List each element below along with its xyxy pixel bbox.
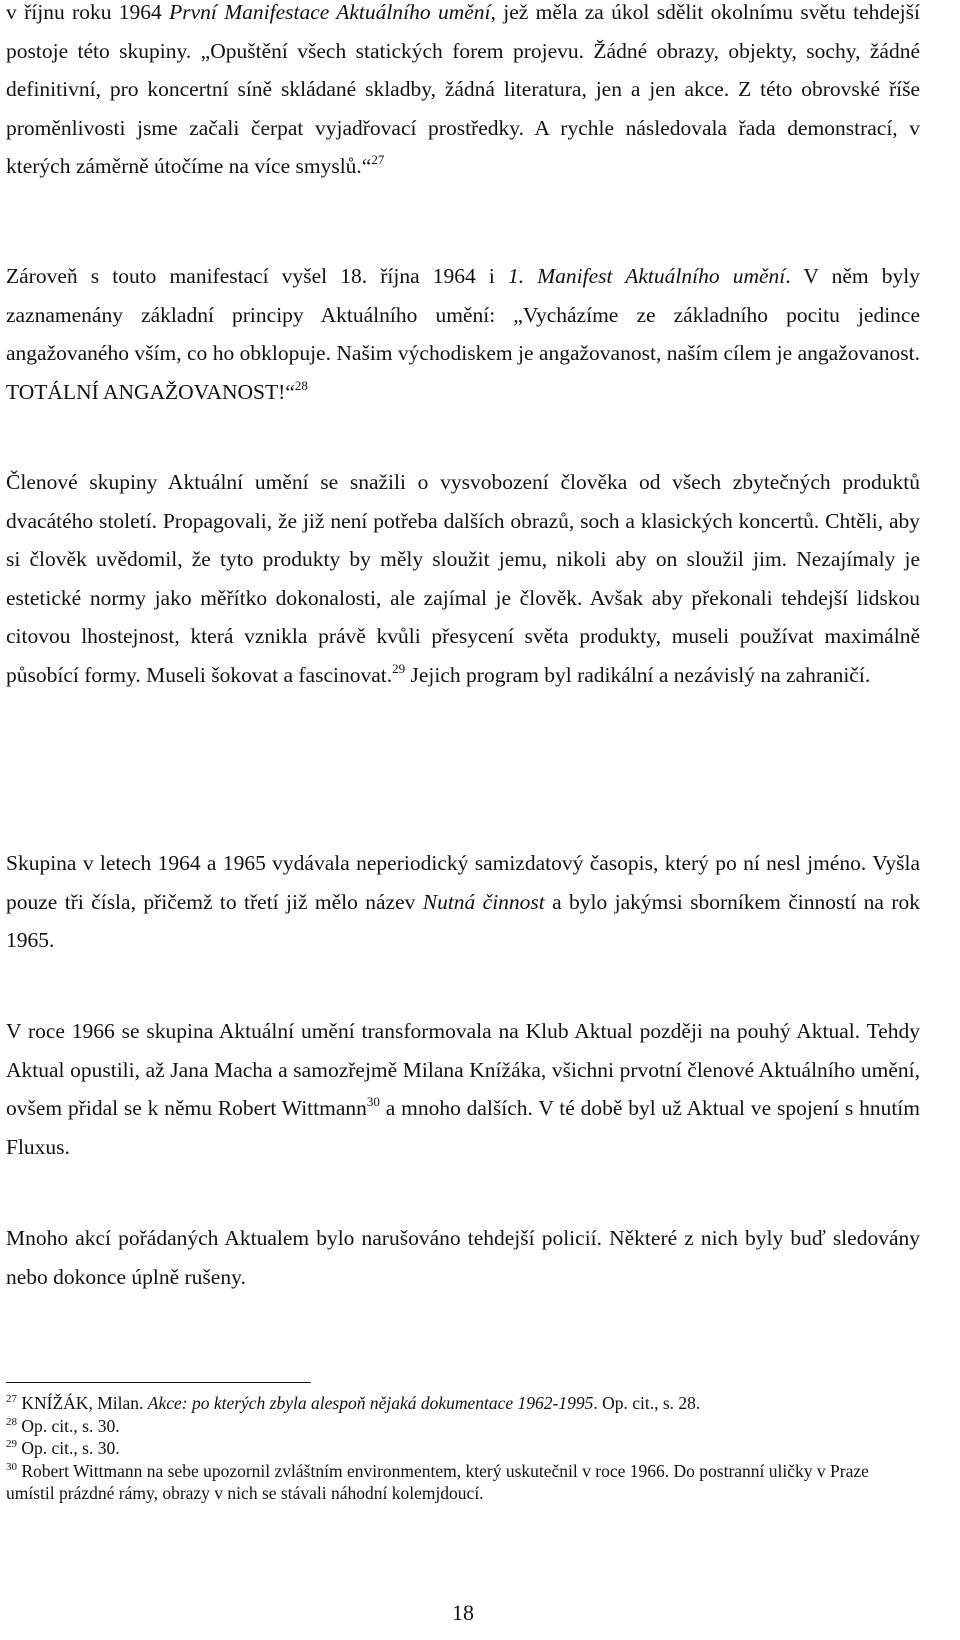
footnote-ref-27[interactable]: 27 [371, 152, 385, 167]
italic-title: Akce: po kterých zbyla alespoň nějaká dokumentace 1962-1995 [147, 1393, 594, 1413]
text-run: Mnoho akcí pořádaných Aktualem bylo narušováno tehdejší policií. Některé z nich byly buď sledovány nebo dokonce úplně rušeny. [6, 1226, 920, 1289]
text-run: v říjnu roku 1964 [6, 0, 170, 24]
text-run: , jež měla za úkol sdělit okolnímu světu tehdejší postoje této skupiny. „Opuštění všech statických forem projevu. Žádné obrazy, objekty, sochy, žádné definitivní, pro koncertní síně skládané skladby, žádná literatura, jen a jen akce. Z této obrovské říše proměnlivosti jsme začali čerpat vyjadřovací prostředky. A rychle následovala řada demonstrací, v kterých záměrně útočíme na více smyslů.“ [6, 0, 920, 178]
footnote-number: 29 [6, 1438, 17, 1450]
text-run: V roce 1966 se skupina Aktuální umění transformovala na Klub Aktual později na pouhý Aktual. Tehdy Aktual opustili, až Jana Macha a samozřejmě Milana Knížáka, všichni prvotní členové Aktuálního umění, ovšem přidal se k němu Robert Wittmann [6, 1019, 920, 1120]
text-run: a mnoho dalších. V té době byl už Aktual ve spojení s hnutím Fluxus. [6, 1096, 920, 1159]
italic-title: Nutná činnost [422, 889, 545, 914]
text-run: Skupina v letech 1964 a 1965 vydávala neperiodický samizdatový časopis, který po ní nesl jméno. Vyšla pouze tři čísla, přičemž to třetí již mělo název [6, 851, 920, 914]
footnote-ref-30[interactable]: 30 [366, 1094, 380, 1109]
italic-title: První Manifestace Aktuálního umění [169, 0, 491, 24]
footnotes [6, 1392, 906, 1505]
text-run: . V něm byly zaznamenány základní principy Aktuálního umění: „Vycházíme ze základního pocitu jedince angažovaného vším, co ho obklopuje. Našim východiskem je angažovanost, naším cílem je angažovanost. TOTÁLNÍ ANGAŽOVANOST!“ [6, 264, 920, 404]
footnote-ref-29[interactable]: 29 [392, 660, 406, 676]
paragraph-magazine [6, 844, 920, 960]
text-run: Op. cit., s. 30. [17, 1415, 120, 1436]
paragraph-first-manifestation [6, 0, 920, 186]
text-run: Robert Wittmann na sebe upozornil zvláštním environmentem, který uskutečnil v roce 1966. Do postranní uličky v Praze umístil prázdné rámy, obrazy v nich se stávali náhodní kolemjdoucí. [6, 1460, 869, 1503]
footnote-27 [6, 1392, 906, 1415]
footnote-number: 30 [6, 1460, 17, 1473]
paragraph-klub-aktual [6, 1012, 920, 1166]
footnote-29 [6, 1437, 906, 1460]
footnote-separator [6, 1382, 311, 1383]
text-run: Op. cit., s. 30. [17, 1438, 120, 1458]
text-run: . Op. cit., s. 28. [593, 1393, 701, 1413]
footnote-ref-28[interactable]: 28 [294, 377, 308, 393]
paragraph-members [6, 463, 920, 694]
footnote-30 [6, 1460, 906, 1505]
page-number: 18 [452, 1600, 474, 1625]
text-run: Zároveň s touto manifestací vyšel 18. října 1964 i [6, 264, 509, 288]
footnote-number: 27 [6, 1393, 17, 1405]
text-run: a bylo jakýmsi sborníkem činností na rok 1965. [6, 889, 921, 952]
text-run: Jejich program byl radikální a nezávislý na zahraničí. [405, 662, 871, 687]
text-run: KNÍŽÁK, Milan. [17, 1393, 148, 1413]
footnote-28 [6, 1415, 906, 1438]
italic-title: 1. Manifest Aktuálního umění [508, 264, 786, 288]
footnote-number: 28 [6, 1415, 17, 1428]
paragraph-police [6, 1219, 920, 1296]
paragraph-manifesto [6, 257, 920, 411]
text-run: Členové skupiny Aktuální umění se snažili o vysvobození člověka od všech zbytečných produktů dvacátého století. Propagovali, že již není potřeba dalších obrazů, soch a klasických koncertů. Chtěli, aby si člověk uvědomil, že tyto produkty by měly sloužit jemu, nikoli aby on sloužil jim. Nezajímaly je estetické normy jako měřítko dokonalosti, ale zajímal je člověk. Avšak aby překonali tehdejší lidskou citovou lhostejnost, která vznikla právě kvůli přesycení světa produkty, museli používat maximálně působící formy. Museli šokovat a fascinovat. [6, 470, 920, 687]
